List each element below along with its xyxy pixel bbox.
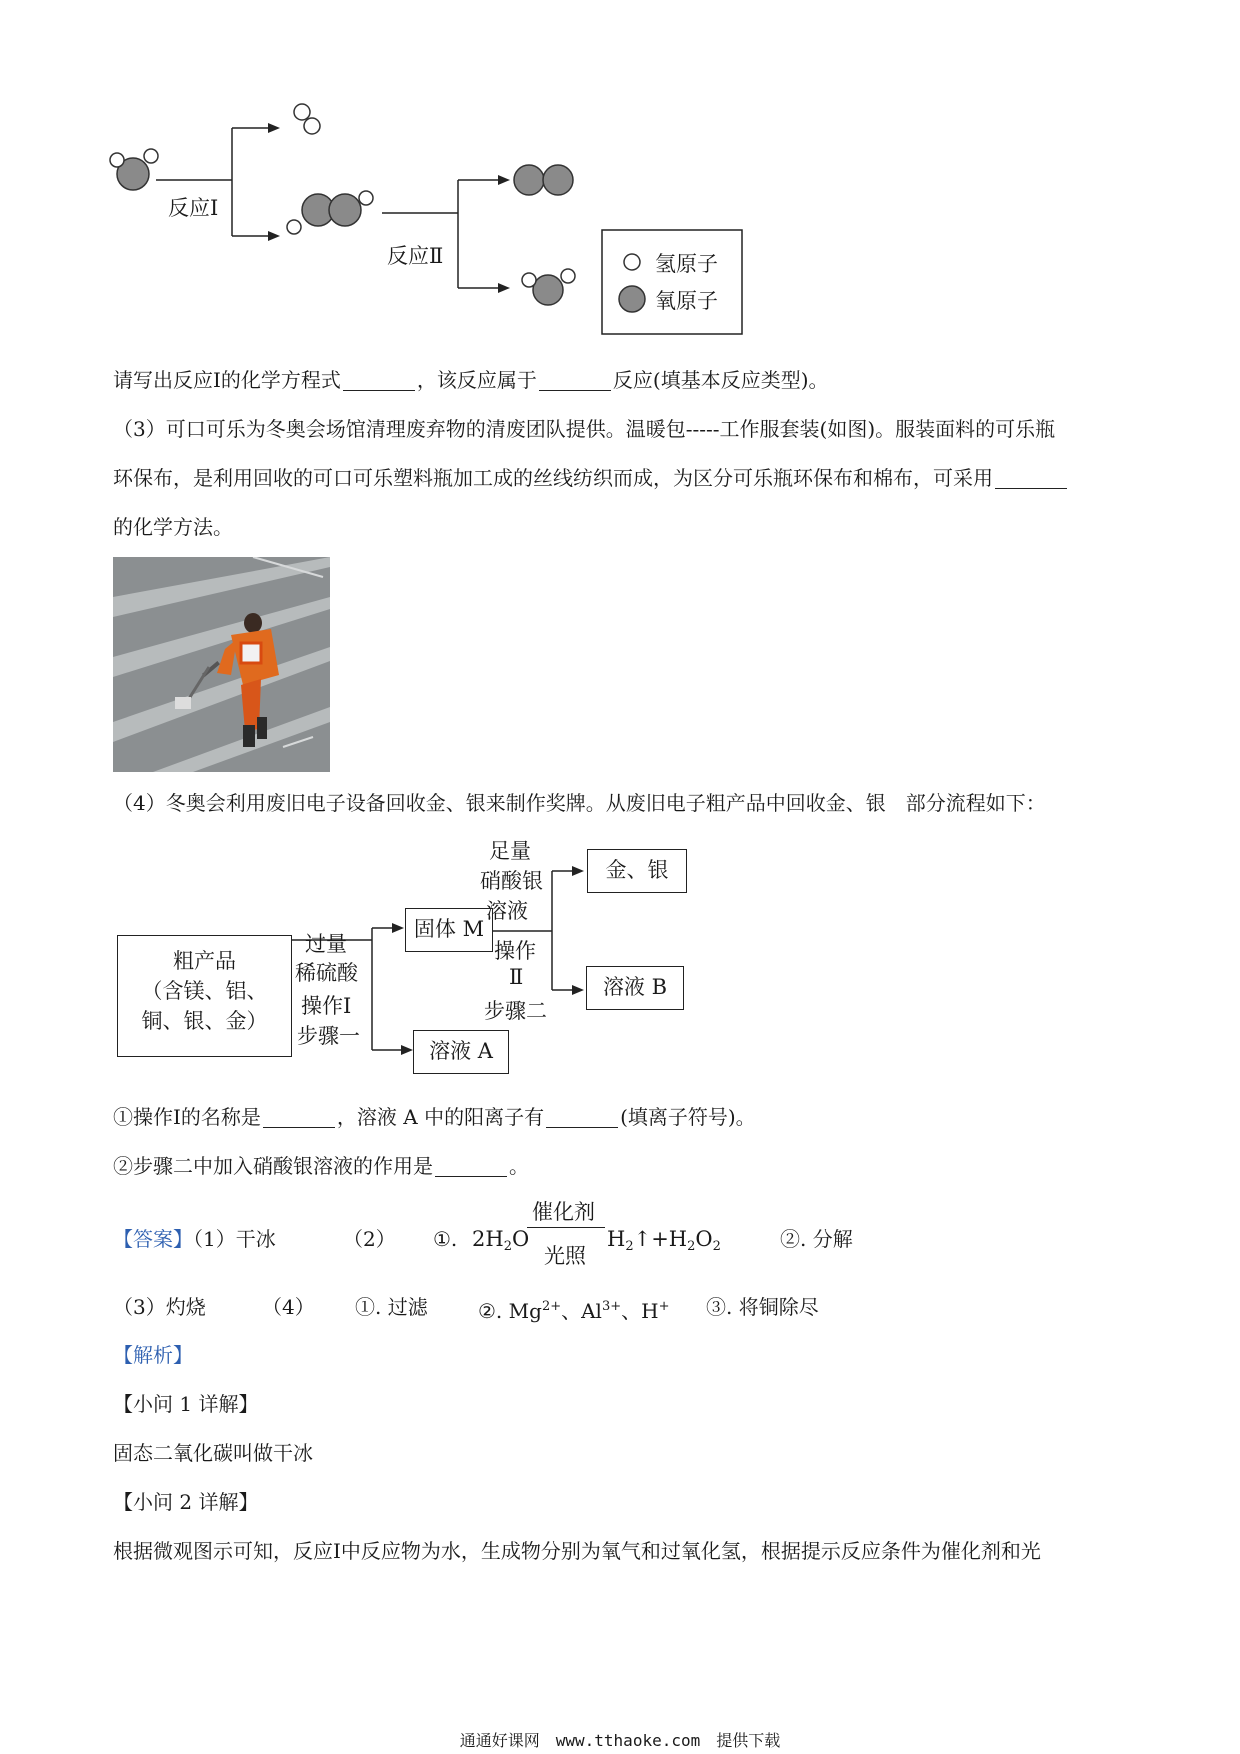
answer-2-label: （2） bbox=[343, 1227, 396, 1251]
gold-silver-box bbox=[587, 849, 687, 893]
step2-reagent-amount: 足量 bbox=[489, 839, 531, 863]
hydrogen-peroxide-molecule-icon bbox=[287, 191, 373, 234]
legend-oxygen-label: 氧原子 bbox=[655, 289, 718, 313]
answer-line-1: 【答案】（1）干冰 bbox=[113, 1227, 276, 1251]
solution-a-box bbox=[413, 1030, 509, 1074]
answer-2-2: ②. 分解 bbox=[780, 1227, 853, 1251]
step2-operation-number: Ⅱ bbox=[509, 965, 524, 989]
answer-tag: 【答案】 bbox=[113, 1227, 193, 1251]
analysis-heading-2: 【小问 2 详解】 bbox=[113, 1490, 259, 1514]
answer-blank bbox=[995, 468, 1067, 489]
step1-reagent-amount: 过量 bbox=[305, 932, 347, 956]
answer-2-1-equation: $2H_2O$ bbox=[472, 1227, 530, 1254]
step2-operation: 操作 bbox=[494, 939, 536, 963]
answer-line-2: （3）灼烧 bbox=[113, 1295, 206, 1319]
answer-4-label: （4） bbox=[262, 1295, 315, 1319]
analysis-paragraph-2: 根据微观图示可知，反应Ⅰ中反应物为水，生成物分别为氧气和过氧化氢，根据提示反应条件为催化剂和光 bbox=[113, 1539, 1041, 1563]
answer-2-1-products: $H_2↑+H_2O_2$ bbox=[607, 1227, 721, 1254]
legend-box bbox=[602, 230, 742, 334]
answer-2-1-prefix: ①. bbox=[433, 1227, 458, 1251]
answer-blank bbox=[343, 370, 415, 391]
answer-blank bbox=[263, 1107, 335, 1128]
step2-reagent: 硝酸银 bbox=[480, 869, 543, 893]
light-condition-label: 光照 bbox=[544, 1244, 586, 1268]
step1-label: 步骤一 bbox=[297, 1024, 360, 1048]
hydrogen-atom-legend-icon bbox=[624, 254, 640, 270]
reaction-1-label: 反应Ⅰ bbox=[168, 196, 219, 220]
answer-4-3: ③. 将铜除尽 bbox=[706, 1295, 819, 1319]
raw-product-box bbox=[117, 935, 292, 1057]
oxygen-atom-legend-icon bbox=[619, 286, 645, 312]
analysis-tag: 【解析】 bbox=[113, 1343, 193, 1367]
step2-reagent-form: 溶液 bbox=[486, 899, 528, 923]
water-molecule-icon bbox=[110, 149, 158, 190]
step2-label: 步骤二 bbox=[484, 999, 547, 1023]
oxygen-molecule-icon bbox=[514, 165, 573, 195]
solution-b-label: 溶液 B bbox=[602, 975, 668, 999]
solution-b-box bbox=[586, 966, 684, 1010]
equation-bar bbox=[527, 1227, 605, 1228]
reaction-2-label: 反应Ⅱ bbox=[387, 244, 444, 268]
solid-m-label: 固体 M bbox=[413, 917, 485, 941]
gold-silver-label: 金、银 bbox=[605, 858, 669, 882]
hydrogen-molecule-icon bbox=[294, 104, 320, 134]
question-4-line: （4）冬奥会利用废旧电子设备回收金、银来制作奖牌。从废旧电子粗产品中回收金、银 部分流程如下： bbox=[113, 791, 1046, 815]
legend-hydrogen-label: 氢原子 bbox=[655, 252, 718, 276]
page-footer: 通通好课网 www.tthaoke.com 提供下载 bbox=[459, 1731, 781, 1750]
water-molecule-product-icon bbox=[522, 269, 575, 305]
solid-m-box bbox=[405, 908, 493, 952]
step1-reagent: 稀硫酸 bbox=[295, 961, 358, 985]
raw-product-title: 粗产品 bbox=[173, 949, 236, 973]
solution-a-label: 溶液 A bbox=[429, 1039, 493, 1063]
answer-4-1: ①. 过滤 bbox=[355, 1295, 428, 1319]
worker-uniform-photo bbox=[113, 557, 330, 772]
answer-blank bbox=[539, 370, 611, 391]
step1-operation: 操作Ⅰ bbox=[301, 994, 352, 1018]
raw-product-contents-2: 铜、银、金） bbox=[141, 1009, 268, 1033]
analysis-paragraph-1: 固态二氧化碳叫做干冰 bbox=[113, 1441, 313, 1465]
question-2-line: 请写出反应Ⅰ的化学方程式 ，该反应属于 反应(填基本反应类型)。 bbox=[113, 368, 829, 392]
answer-blank bbox=[546, 1107, 618, 1128]
question-4-sub-2: ②步骤二中加入硝酸银溶液的作用是 。 bbox=[113, 1154, 529, 1178]
answer-blank bbox=[435, 1156, 507, 1177]
catalyst-label: 催化剂 bbox=[532, 1200, 595, 1224]
question-3-line-3: 的化学方法。 bbox=[113, 515, 233, 539]
question-3-line-1: （3）可口可乐为冬奥会场馆清理废弃物的清废团队提供。温暖包-----工作服套装(如图)。服装面料的可乐瓶 bbox=[113, 417, 1056, 441]
question-4-sub-1: ①操作Ⅰ的名称是 ，溶液 A 中的阳离子有 (填离子符号)。 bbox=[113, 1105, 756, 1129]
analysis-heading-1: 【小问 1 详解】 bbox=[113, 1392, 259, 1416]
question-3-line-2: 环保布，是利用回收的可口可乐塑料瓶加工成的丝线纺织而成，为区分可乐瓶环保布和棉布，可采用 bbox=[113, 465, 1069, 491]
answer-4-2: ②. $Mg^{2+}$、$Al^{3+}$、H+ bbox=[478, 1299, 670, 1323]
raw-product-contents-1: （含镁、铝、 bbox=[141, 979, 268, 1003]
